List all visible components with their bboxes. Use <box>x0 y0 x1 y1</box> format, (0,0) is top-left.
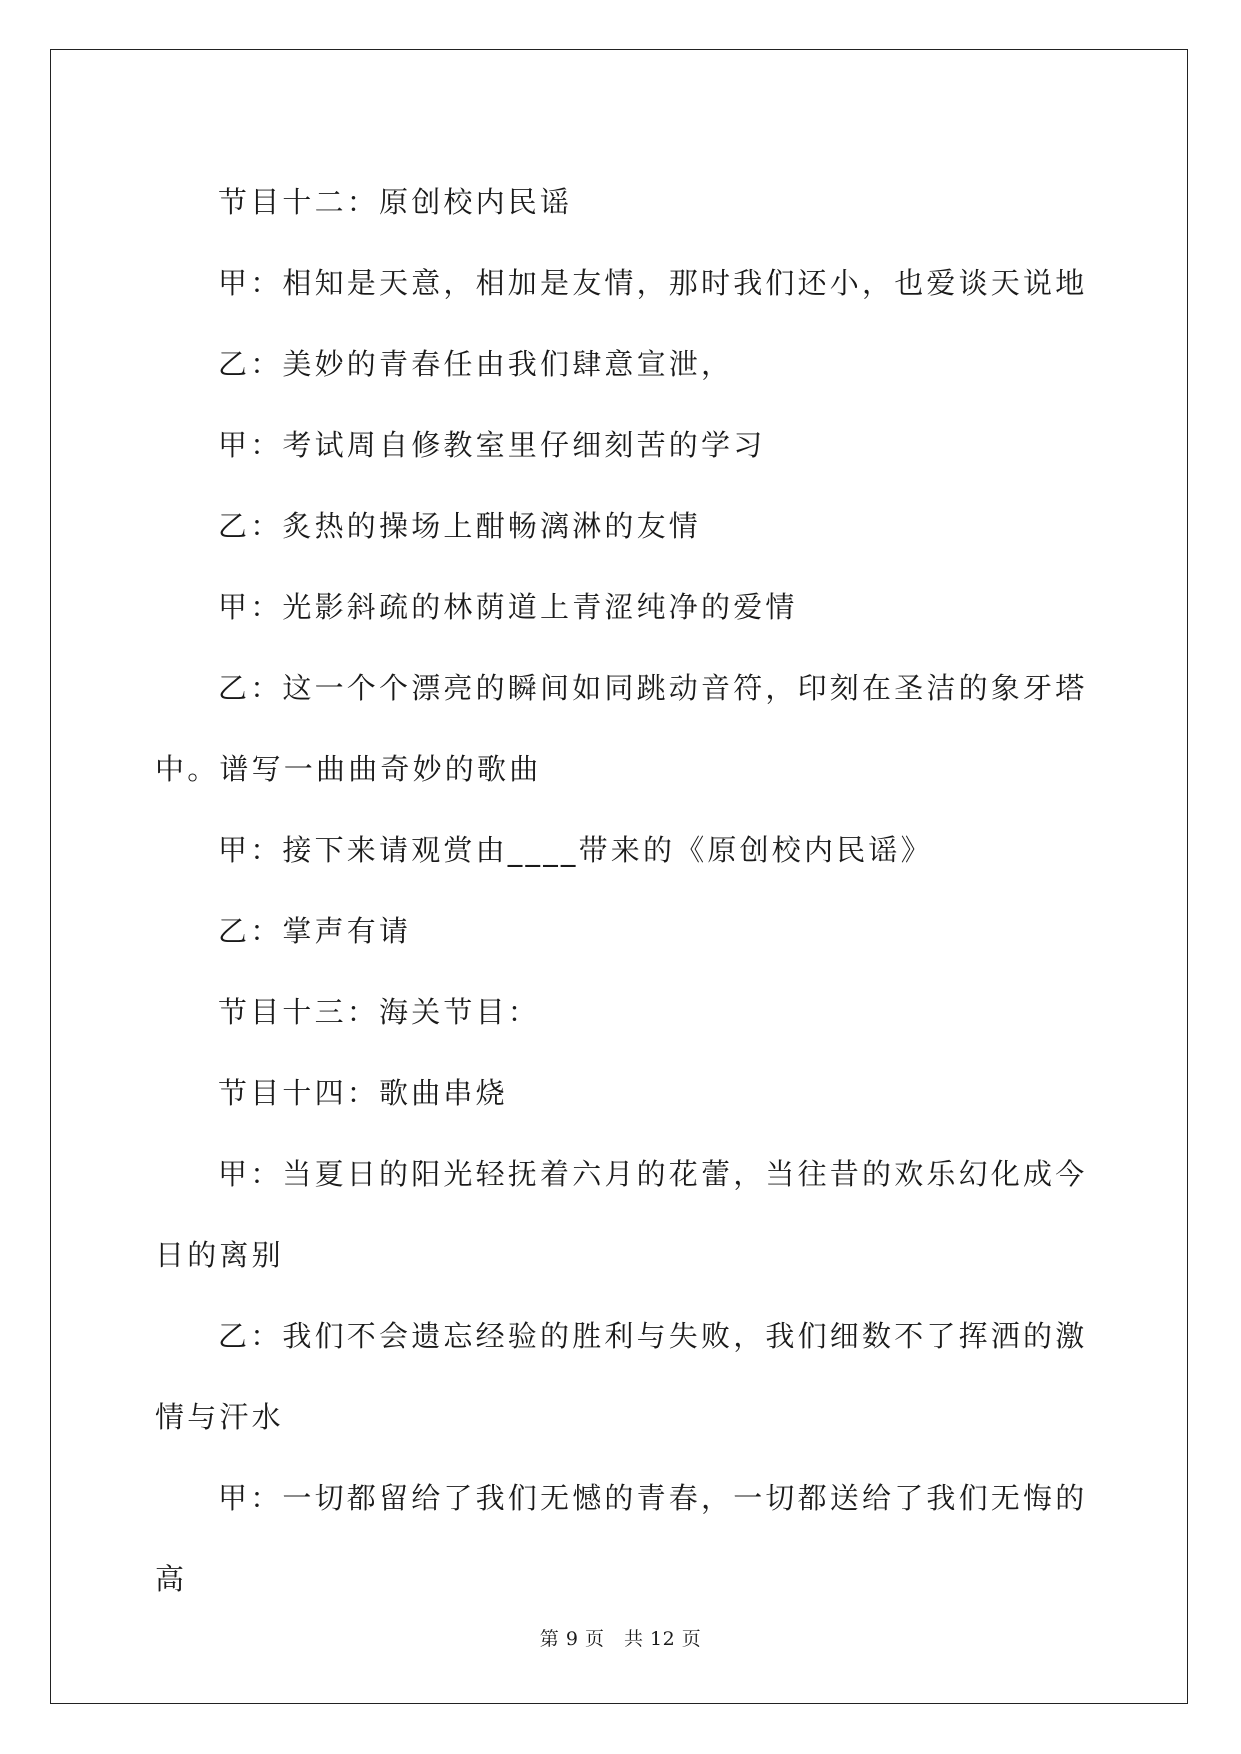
document-body <box>155 162 1105 1620</box>
paragraph-program-12-title: 节目十二：原创校内民谣 <box>218 185 573 219</box>
paragraph-dialogue: 乙：我们不会遗忘经验的胜利与失败，我们细数不了挥洒的激情与汗水 <box>155 1319 1088 1434</box>
paragraph-dialogue: 甲：相知是天意，相加是友情，那时我们还小，也爱谈天说地 <box>218 266 1088 300</box>
paragraph-dialogue: 甲：光影斜疏的林荫道上青涩纯净的爱情 <box>218 590 798 624</box>
page-number-footer: 第 9 页 共 12 页 <box>539 1628 702 1650</box>
paragraph-program-14-title: 节目十四：歌曲串烧 <box>218 1076 508 1110</box>
paragraph-dialogue: 甲：接下来请观赏由____带来的《原创校内民谣》 <box>218 833 933 867</box>
paragraph-dialogue: 乙：掌声有请 <box>218 914 412 948</box>
paragraph-program-13-title: 节目十三：海关节目： <box>218 995 541 1029</box>
paragraph-dialogue: 甲：当夏日的阳光轻抚着六月的花蕾，当往昔的欢乐幻化成今日的离别 <box>155 1157 1088 1272</box>
paragraph-dialogue: 甲：考试周自修教室里仔细刻苦的学习 <box>218 428 766 462</box>
paragraph-dialogue: 乙：炙热的操场上酣畅漓淋的友情 <box>218 509 702 543</box>
paragraph-dialogue: 甲：一切都留给了我们无憾的青春，一切都送给了我们无悔的高 <box>155 1481 1088 1596</box>
paragraph-dialogue: 乙：美妙的青春任由我们肆意宣泄， <box>218 347 734 381</box>
paragraph-dialogue: 乙：这一个个漂亮的瞬间如同跳动音符，印刻在圣洁的象牙塔中。谱写一曲曲奇妙的歌曲 <box>155 671 1088 786</box>
